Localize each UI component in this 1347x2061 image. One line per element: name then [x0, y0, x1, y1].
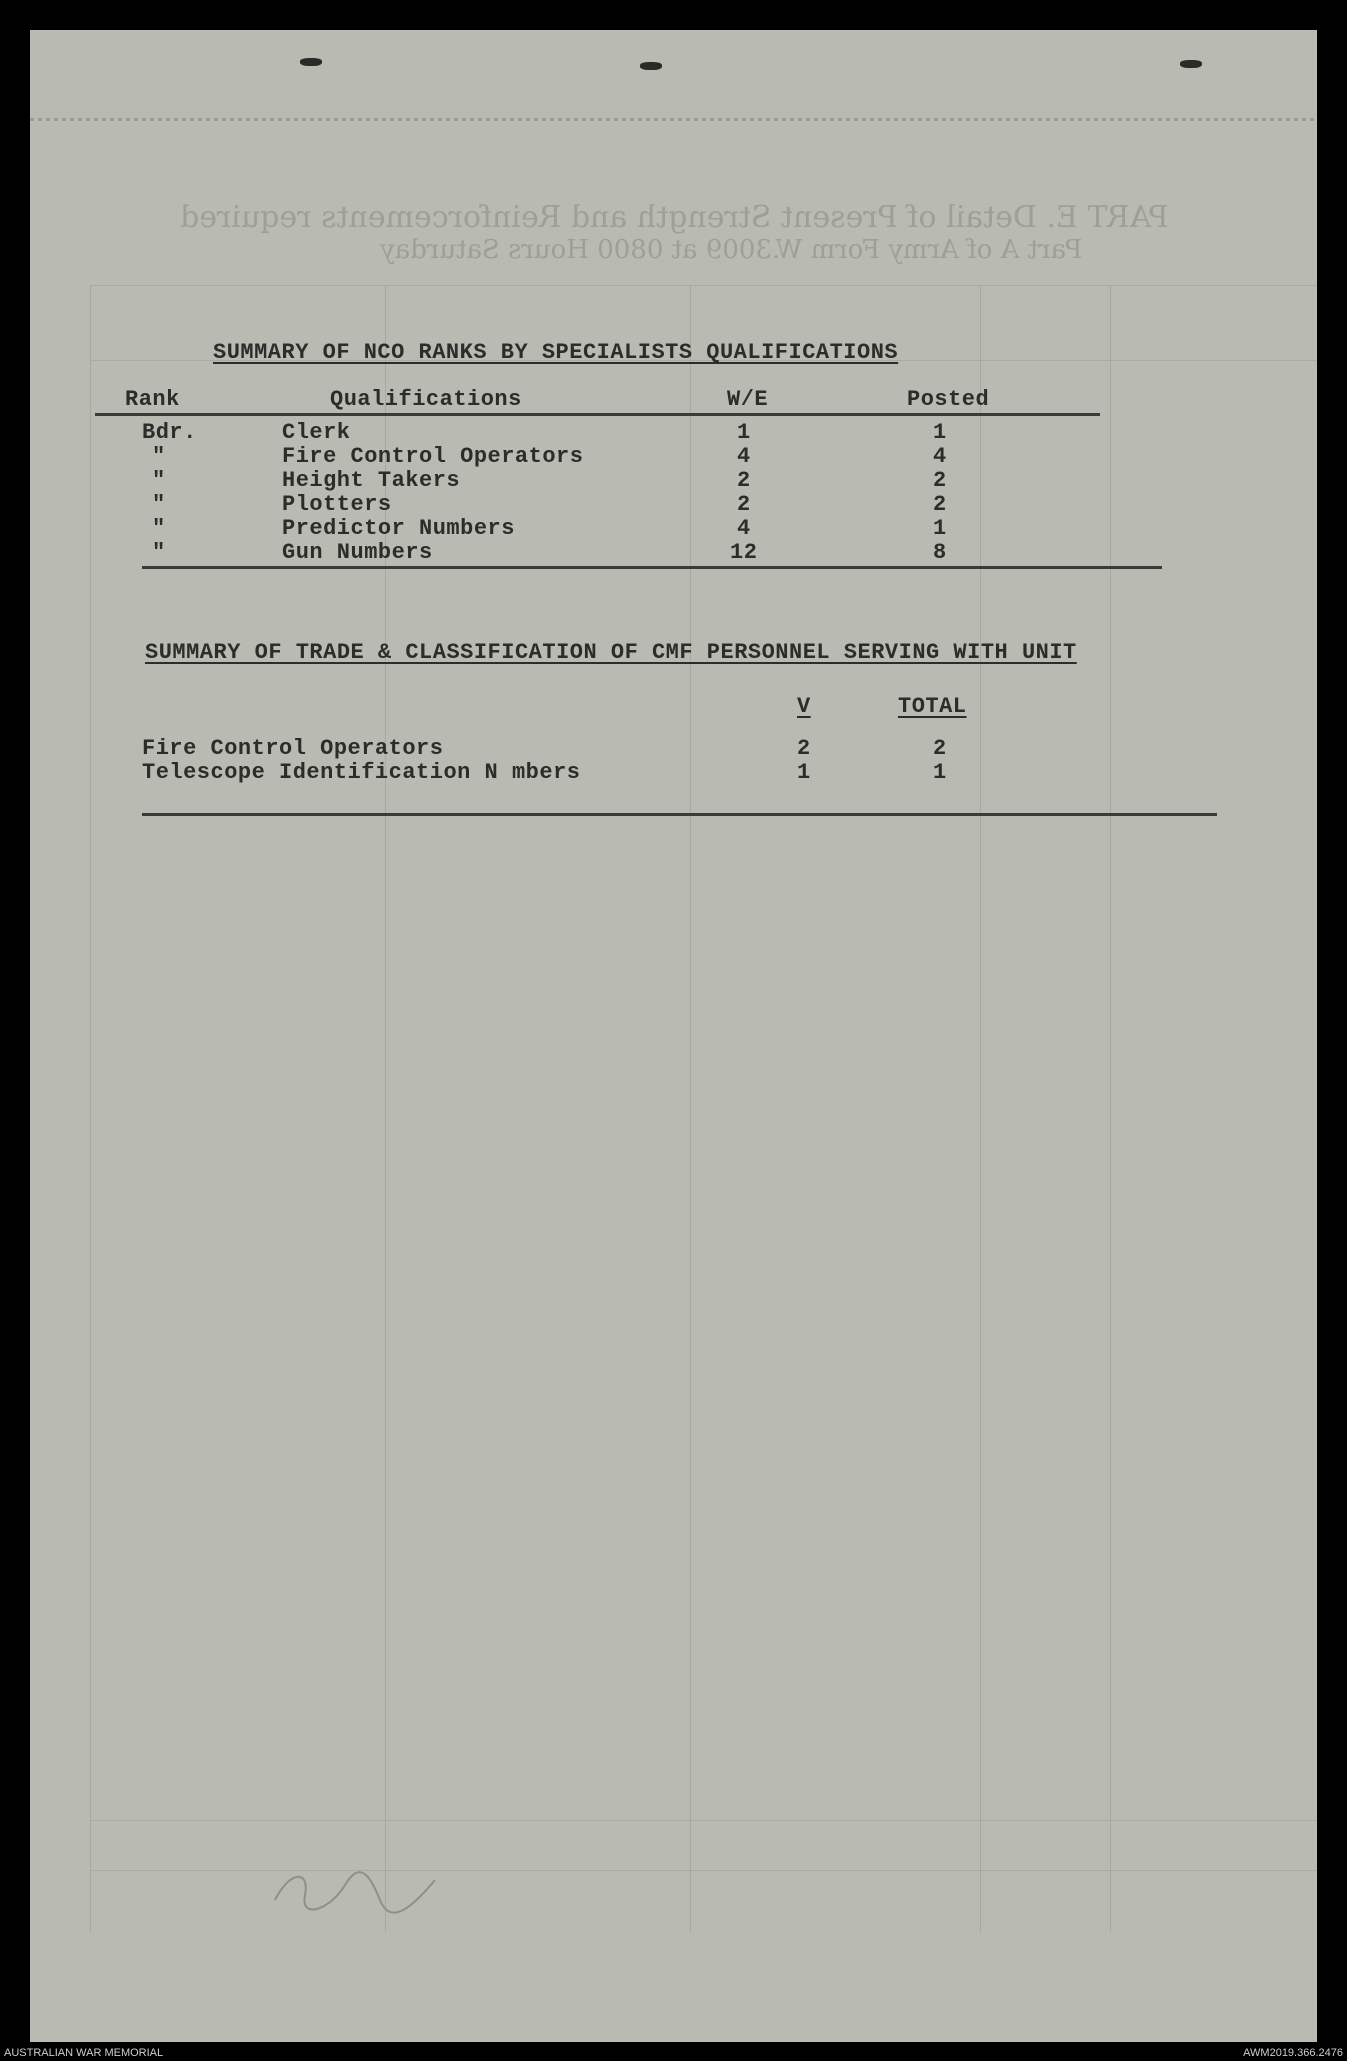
- qualification-cell: Clerk: [282, 420, 351, 445]
- v-cell: 1: [797, 760, 811, 785]
- header-rule: [95, 413, 1100, 416]
- grid-line: [980, 285, 981, 1932]
- tear-mark: [300, 58, 322, 66]
- posted-cell: 2: [933, 492, 947, 517]
- footer-accession-number: AWM2019.366.2476: [1243, 2047, 1343, 2059]
- posted-cell: 1: [933, 516, 947, 541]
- qualification-cell: Height Takers: [282, 468, 461, 493]
- perforation-line: [30, 118, 1317, 121]
- grid-line: [1110, 285, 1111, 1932]
- we-header: W/E: [727, 387, 769, 412]
- grid-line: [90, 285, 1317, 286]
- posted-header: Posted: [907, 387, 990, 412]
- posted-cell: 2: [933, 468, 947, 493]
- we-cell: 1: [737, 420, 751, 445]
- posted-cell: 8: [933, 540, 947, 565]
- rank-cell: ": [152, 468, 166, 493]
- qualification-cell: Gun Numbers: [282, 540, 433, 565]
- trade-summary-title: SUMMARY OF TRADE & CLASSIFICATION OF CMF PERSONNEL SERVING WITH UNIT: [145, 640, 1077, 665]
- table-bottom-rule: [142, 566, 662, 569]
- posted-cell: 1: [933, 420, 947, 445]
- show-through-text: PART E. Detail of Present Strength and Reinforcements required: [180, 200, 1169, 235]
- total-header: TOTAL: [898, 694, 967, 719]
- v-header: V: [797, 694, 811, 719]
- signature-show-through: [270, 1860, 440, 1920]
- rank-cell: ": [152, 492, 166, 517]
- we-cell: 2: [737, 492, 751, 517]
- rank-cell: Bdr.: [142, 420, 197, 445]
- trade-cell: Fire Control Operators: [142, 736, 444, 761]
- document-page: [30, 30, 1317, 2042]
- total-cell: 1: [933, 760, 947, 785]
- table-bottom-rule: [652, 566, 1162, 569]
- tear-mark: [1180, 60, 1202, 68]
- total-cell: 2: [933, 736, 947, 761]
- rank-header: Rank: [125, 387, 180, 412]
- we-cell: 4: [737, 444, 751, 469]
- v-cell: 2: [797, 736, 811, 761]
- section-bottom-rule: [142, 813, 1217, 816]
- we-cell: 2: [737, 468, 751, 493]
- grid-line: [90, 285, 91, 1932]
- rank-cell: ": [152, 516, 166, 541]
- show-through-text: Part A of Army Form W.3009 at 0800 Hours Saturday: [380, 235, 1083, 265]
- qualification-cell: Fire Control Operators: [282, 444, 584, 469]
- qualification-cell: Plotters: [282, 492, 392, 517]
- grid-line: [690, 285, 691, 1932]
- trade-cell: Telescope Identification N mbers: [142, 760, 581, 785]
- tear-mark: [640, 62, 662, 70]
- qualification-cell: Predictor Numbers: [282, 516, 515, 541]
- qualifications-header: Qualifications: [330, 387, 522, 412]
- footer-source: AUSTRALIAN WAR MEMORIAL: [4, 2047, 164, 2059]
- we-cell: 12: [730, 540, 758, 565]
- we-cell: 4: [737, 516, 751, 541]
- grid-line: [90, 1820, 1317, 1821]
- nco-summary-title: SUMMARY OF NCO RANKS BY SPECIALISTS QUALIFICATIONS: [213, 340, 899, 365]
- rank-cell: ": [152, 444, 166, 469]
- posted-cell: 4: [933, 444, 947, 469]
- rank-cell: ": [152, 540, 166, 565]
